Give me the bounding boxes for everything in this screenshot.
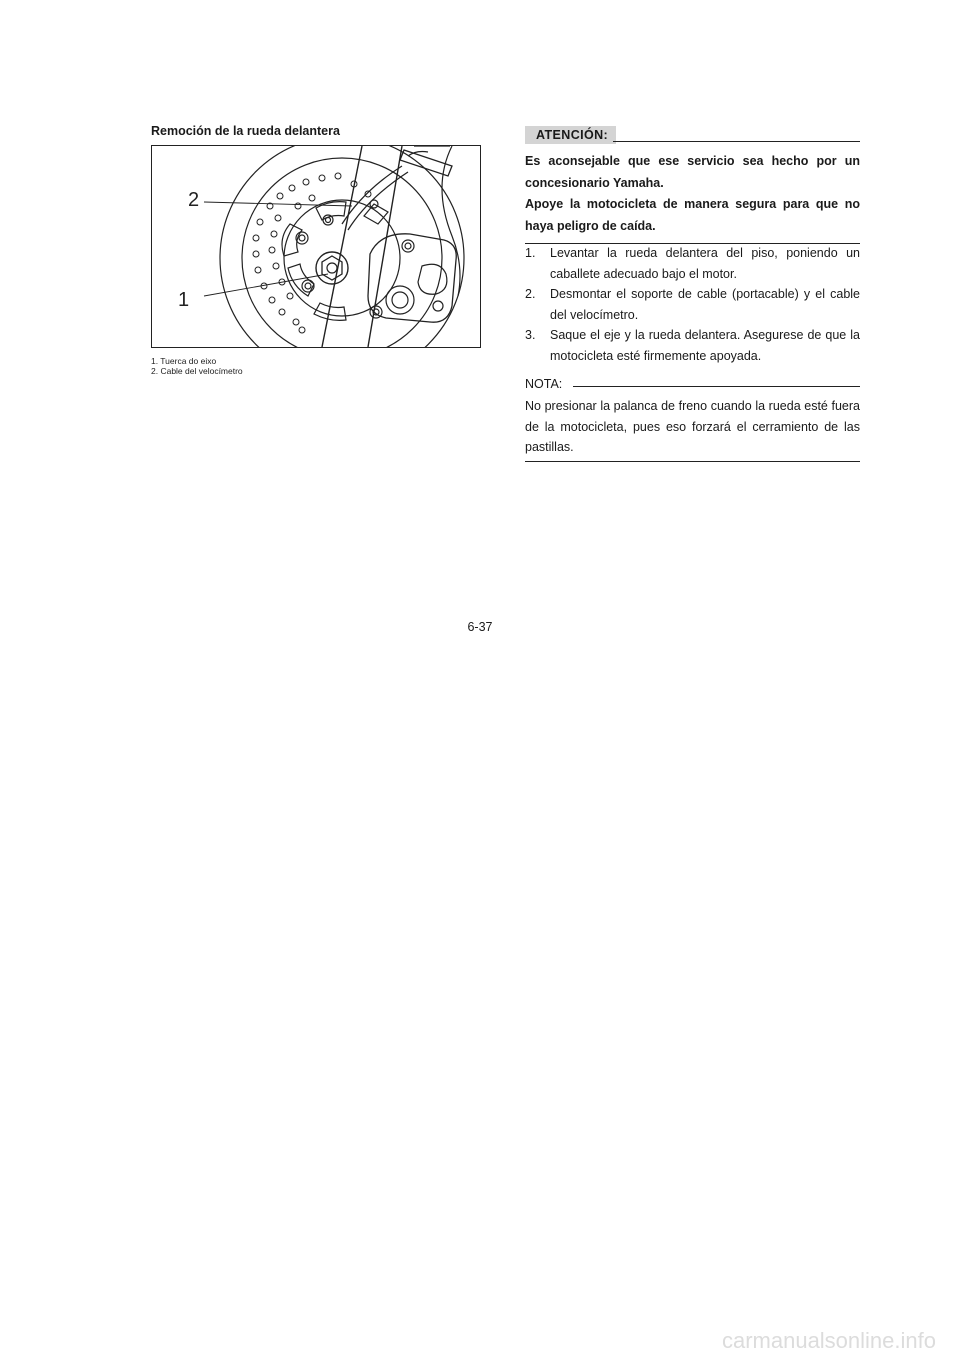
legend-item: 2. Cable del velocímetro [151, 366, 243, 376]
note-label: NOTA: [525, 377, 563, 391]
brake-disc-drawing [152, 146, 480, 347]
list-item [525, 284, 860, 325]
legend-item: 1. Tuerca do eixo [151, 356, 217, 366]
note-paragraph: No presionar la palanca de freno cuando la rueda esté fuera de la motocicleta, pues eso forzará el cerramiento de las pastillas. [525, 399, 860, 454]
callout-2: 2 [188, 189, 200, 211]
page-number: 6-37 [467, 620, 493, 634]
callout-1: 1 [178, 289, 190, 311]
divider [573, 386, 860, 387]
step-text: Desmontar el soporte de cable (portacable) y el cable del velocímetro. [550, 287, 860, 322]
step-number: 1. [525, 246, 536, 260]
front-wheel-illustration [151, 145, 481, 348]
watermark: carmanualsonline.info [721, 1328, 936, 1353]
section-title: Remoción de la rueda delantera [151, 124, 340, 138]
caution-line: Es aconsejable que ese servicio sea hecho por un concesionario Yamaha. [525, 154, 860, 190]
note-header [525, 376, 860, 392]
step-number: 3. [525, 328, 536, 342]
note-text [525, 396, 860, 462]
caution-line: Apoye la motocicleta de manera segura para que no haya peligro de caída. [525, 197, 860, 233]
figure-legend [151, 356, 243, 376]
divider [525, 461, 860, 462]
list-item [525, 243, 860, 284]
step-text: Saque el eje y la rueda delantera. Asegurese de que la motocicleta esté firmemente apoyada. [550, 328, 860, 363]
procedure-steps [525, 243, 860, 366]
caution-text [525, 151, 860, 244]
step-text: Levantar la rueda delantera del piso, poniendo un caballete adecuado bajo el motor. [550, 246, 860, 281]
divider [613, 141, 860, 142]
list-item [525, 325, 860, 366]
step-number: 2. [525, 287, 536, 301]
caution-label: ATENCIÓN: [525, 126, 616, 144]
caution-header [525, 126, 860, 146]
